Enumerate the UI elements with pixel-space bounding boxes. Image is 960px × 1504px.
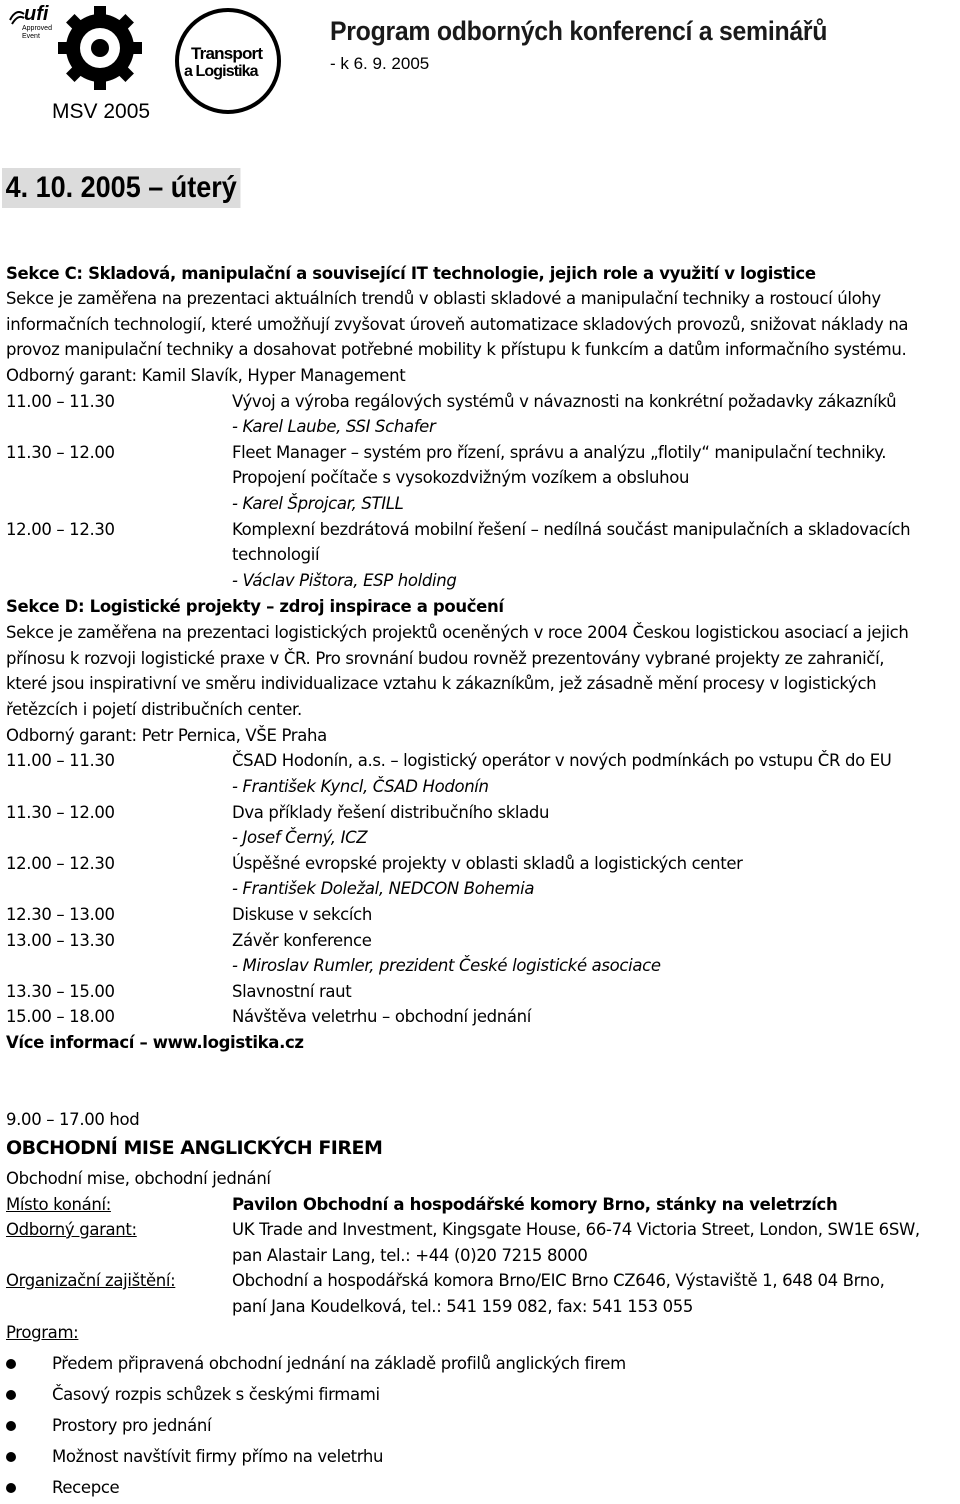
schedule-time: 11.00 – 11.30: [6, 751, 115, 770]
schedule-speaker: - František Doležal, NEDCON Bohemia: [232, 879, 535, 898]
bullet-icon: [6, 1390, 16, 1400]
org-value: paní Jana Koudelková, tel.: 541 159 082, fax: 541 153 055: [232, 1297, 694, 1316]
garant-label: Odborný garant:: [6, 1220, 137, 1239]
bullet-icon: [6, 1452, 16, 1462]
schedule-talk: Propojení počítače s vysokozdvižným vozíkem a obsluhou: [232, 468, 690, 487]
section-d-description-line: řetězcích i pojetí distribučních center.: [6, 700, 302, 719]
garant-value: pan Alastair Lang, tel.: +44 (0)20 7215 8000: [232, 1246, 588, 1265]
org-label: Organizační zajištění:: [6, 1271, 176, 1290]
mission-title: OBCHODNÍ MISE ANGLICKÝCH FIREM: [6, 1137, 383, 1159]
section-d-title: Sekce D: Logistické projekty – zdroj inspirace a poučení: [6, 597, 504, 616]
section-c-description-line: informačních technologií, které umožňují zvyšovat úroveň automatizace skladových provozů, snižovat náklady na: [6, 315, 909, 334]
tl-logo-line2: a Logistika: [184, 63, 258, 80]
schedule-time: 12.00 – 12.30: [6, 520, 115, 539]
program-item: Možnost navštívit firmy přímo na veletrhu: [52, 1447, 384, 1466]
schedule-talk: Fleet Manager – systém pro řízení, správu a analýzu „flotily“ manipulační techniky.: [232, 443, 887, 462]
bullet-icon: [6, 1421, 16, 1431]
schedule-talk: Návštěva veletrhu – obchodní jednání: [232, 1007, 531, 1026]
schedule-time: 11.30 – 12.00: [6, 803, 115, 822]
schedule-speaker: - Václav Pištora, ESP holding: [232, 571, 457, 590]
schedule-speaker: - František Kyncl, ČSAD Hodonín: [232, 777, 489, 796]
program-item: Recepce: [52, 1478, 120, 1497]
schedule-time: 11.30 – 12.00: [6, 443, 115, 462]
gear-logo: [52, 2, 156, 102]
tl-logo-line1: Transport: [191, 44, 263, 63]
date-heading: 4. 10. 2005 – úterý: [2, 168, 240, 208]
section-c-title: Sekce C: Skladová, manipulační a související IT technologie, jejich role a využití v logistice: [6, 264, 816, 283]
program-item: Předem připravená obchodní jednání na základě profilů anglických firem: [52, 1354, 626, 1373]
schedule-talk: Úspěšné evropské projekty v oblasti skladů a logistických center: [232, 854, 743, 873]
section-d-description-line: Sekce je zaměřena na prezentaci logistických projektů oceněných v roce 2004 Českou logistickou asociací a jejich: [6, 623, 909, 642]
schedule-time: 13.00 – 13.30: [6, 931, 115, 950]
msv-logo-text: MSV 2005: [52, 100, 151, 123]
schedule-speaker: - Karel Šprojcar, STILL: [232, 494, 404, 513]
bullet-icon: [6, 1483, 16, 1493]
schedule-time: 15.00 – 18.00: [6, 1007, 115, 1026]
schedule-talk: technologií: [232, 545, 320, 564]
program-item: Prostory pro jednání: [52, 1416, 212, 1435]
schedule-talk: Slavnostní raut: [232, 982, 352, 1001]
mission-subtitle: Obchodní mise, obchodní jednání: [6, 1169, 271, 1188]
section-c-description-line: provoz manipulační techniky a dosahovat potřebné mobility k přístupu k funkcím a datům informačního systému.: [6, 340, 907, 359]
page-title: Program odborných konferencí a seminářů: [330, 16, 828, 46]
place-label: Místo konání:: [6, 1195, 111, 1214]
transport-logistika-logo: [175, 8, 281, 114]
section-d-description-line: přínosu k rozvoji logistické praxe v ČR. Pro srovnání budou rovněž prezentovány vybrané projekty ze zahraničí,: [6, 649, 885, 668]
schedule-time: 12.00 – 12.30: [6, 854, 115, 873]
section-c-description-line: Sekce je zaměřena na prezentaci aktuálních trendů v oblasti skladové a manipulační techniky a rostoucí úlohy: [6, 289, 881, 308]
logo-ufi: [8, 4, 56, 48]
ufi-event-text: Event: [22, 33, 40, 40]
section-d-description-line: které jsou inspirativní ve směru individualizace vztahu k zákazníkům, jež zásadně mění procesy v logistických: [6, 674, 877, 693]
mission-time: 9.00 – 17.00 hod: [6, 1110, 140, 1129]
program-label: Program:: [6, 1323, 79, 1342]
schedule-speaker: - Josef Černý, ICZ: [232, 828, 368, 847]
garant-value: UK Trade and Investment, Kingsgate House, 66-74 Victoria Street, London, SW1E 6SW,: [232, 1220, 920, 1239]
page-subtitle: - k 6. 9. 2005: [330, 54, 430, 73]
schedule-speaker: - Karel Laube, SSI Schafer: [232, 417, 436, 436]
program-item: Časový rozpis schůzek s českými firmami: [52, 1385, 380, 1404]
section-d-garant: Odborný garant: Petr Pernica, VŠE Praha: [6, 726, 327, 745]
ufi-text: ufi: [24, 3, 49, 25]
schedule-talk: Dva příklady řešení distribučního skladu: [232, 803, 550, 822]
schedule-time: 12.30 – 13.00: [6, 905, 115, 924]
schedule-speaker: - Miroslav Rumler, prezident České logistické asociace: [232, 956, 661, 975]
ufi-approved-text: Approved: [22, 25, 52, 32]
schedule-talk: Komplexní bezdrátová mobilní řešení – nedílná součást manipulačních a skladovacích: [232, 520, 911, 539]
schedule-talk: Vývoj a výroba regálových systémů v návaznosti na konkrétní požadavky zákazníků: [232, 392, 897, 411]
schedule-time: 11.00 – 11.30: [6, 392, 115, 411]
schedule-talk: Závěr konference: [232, 931, 372, 950]
section-c-garant: Odborný garant: Kamil Slavík, Hyper Management: [6, 366, 406, 385]
place-value: Pavilon Obchodní a hospodářské komory Brno, stánky na veletrzích: [232, 1195, 838, 1214]
schedule-time: 13.30 – 15.00: [6, 982, 115, 1001]
org-value: Obchodní a hospodářská komora Brno/EIC Brno CZ646, Výstaviště 1, 648 04 Brno,: [232, 1271, 885, 1290]
more-info-link[interactable]: Více informací – www.logistika.cz: [6, 1033, 304, 1052]
schedule-talk: Diskuse v sekcích: [232, 905, 372, 924]
schedule-talk: ČSAD Hodonín, a.s. – logistický operátor v nových podmínkách po vstupu ČR do EU: [232, 751, 892, 770]
bullet-icon: [6, 1359, 16, 1369]
